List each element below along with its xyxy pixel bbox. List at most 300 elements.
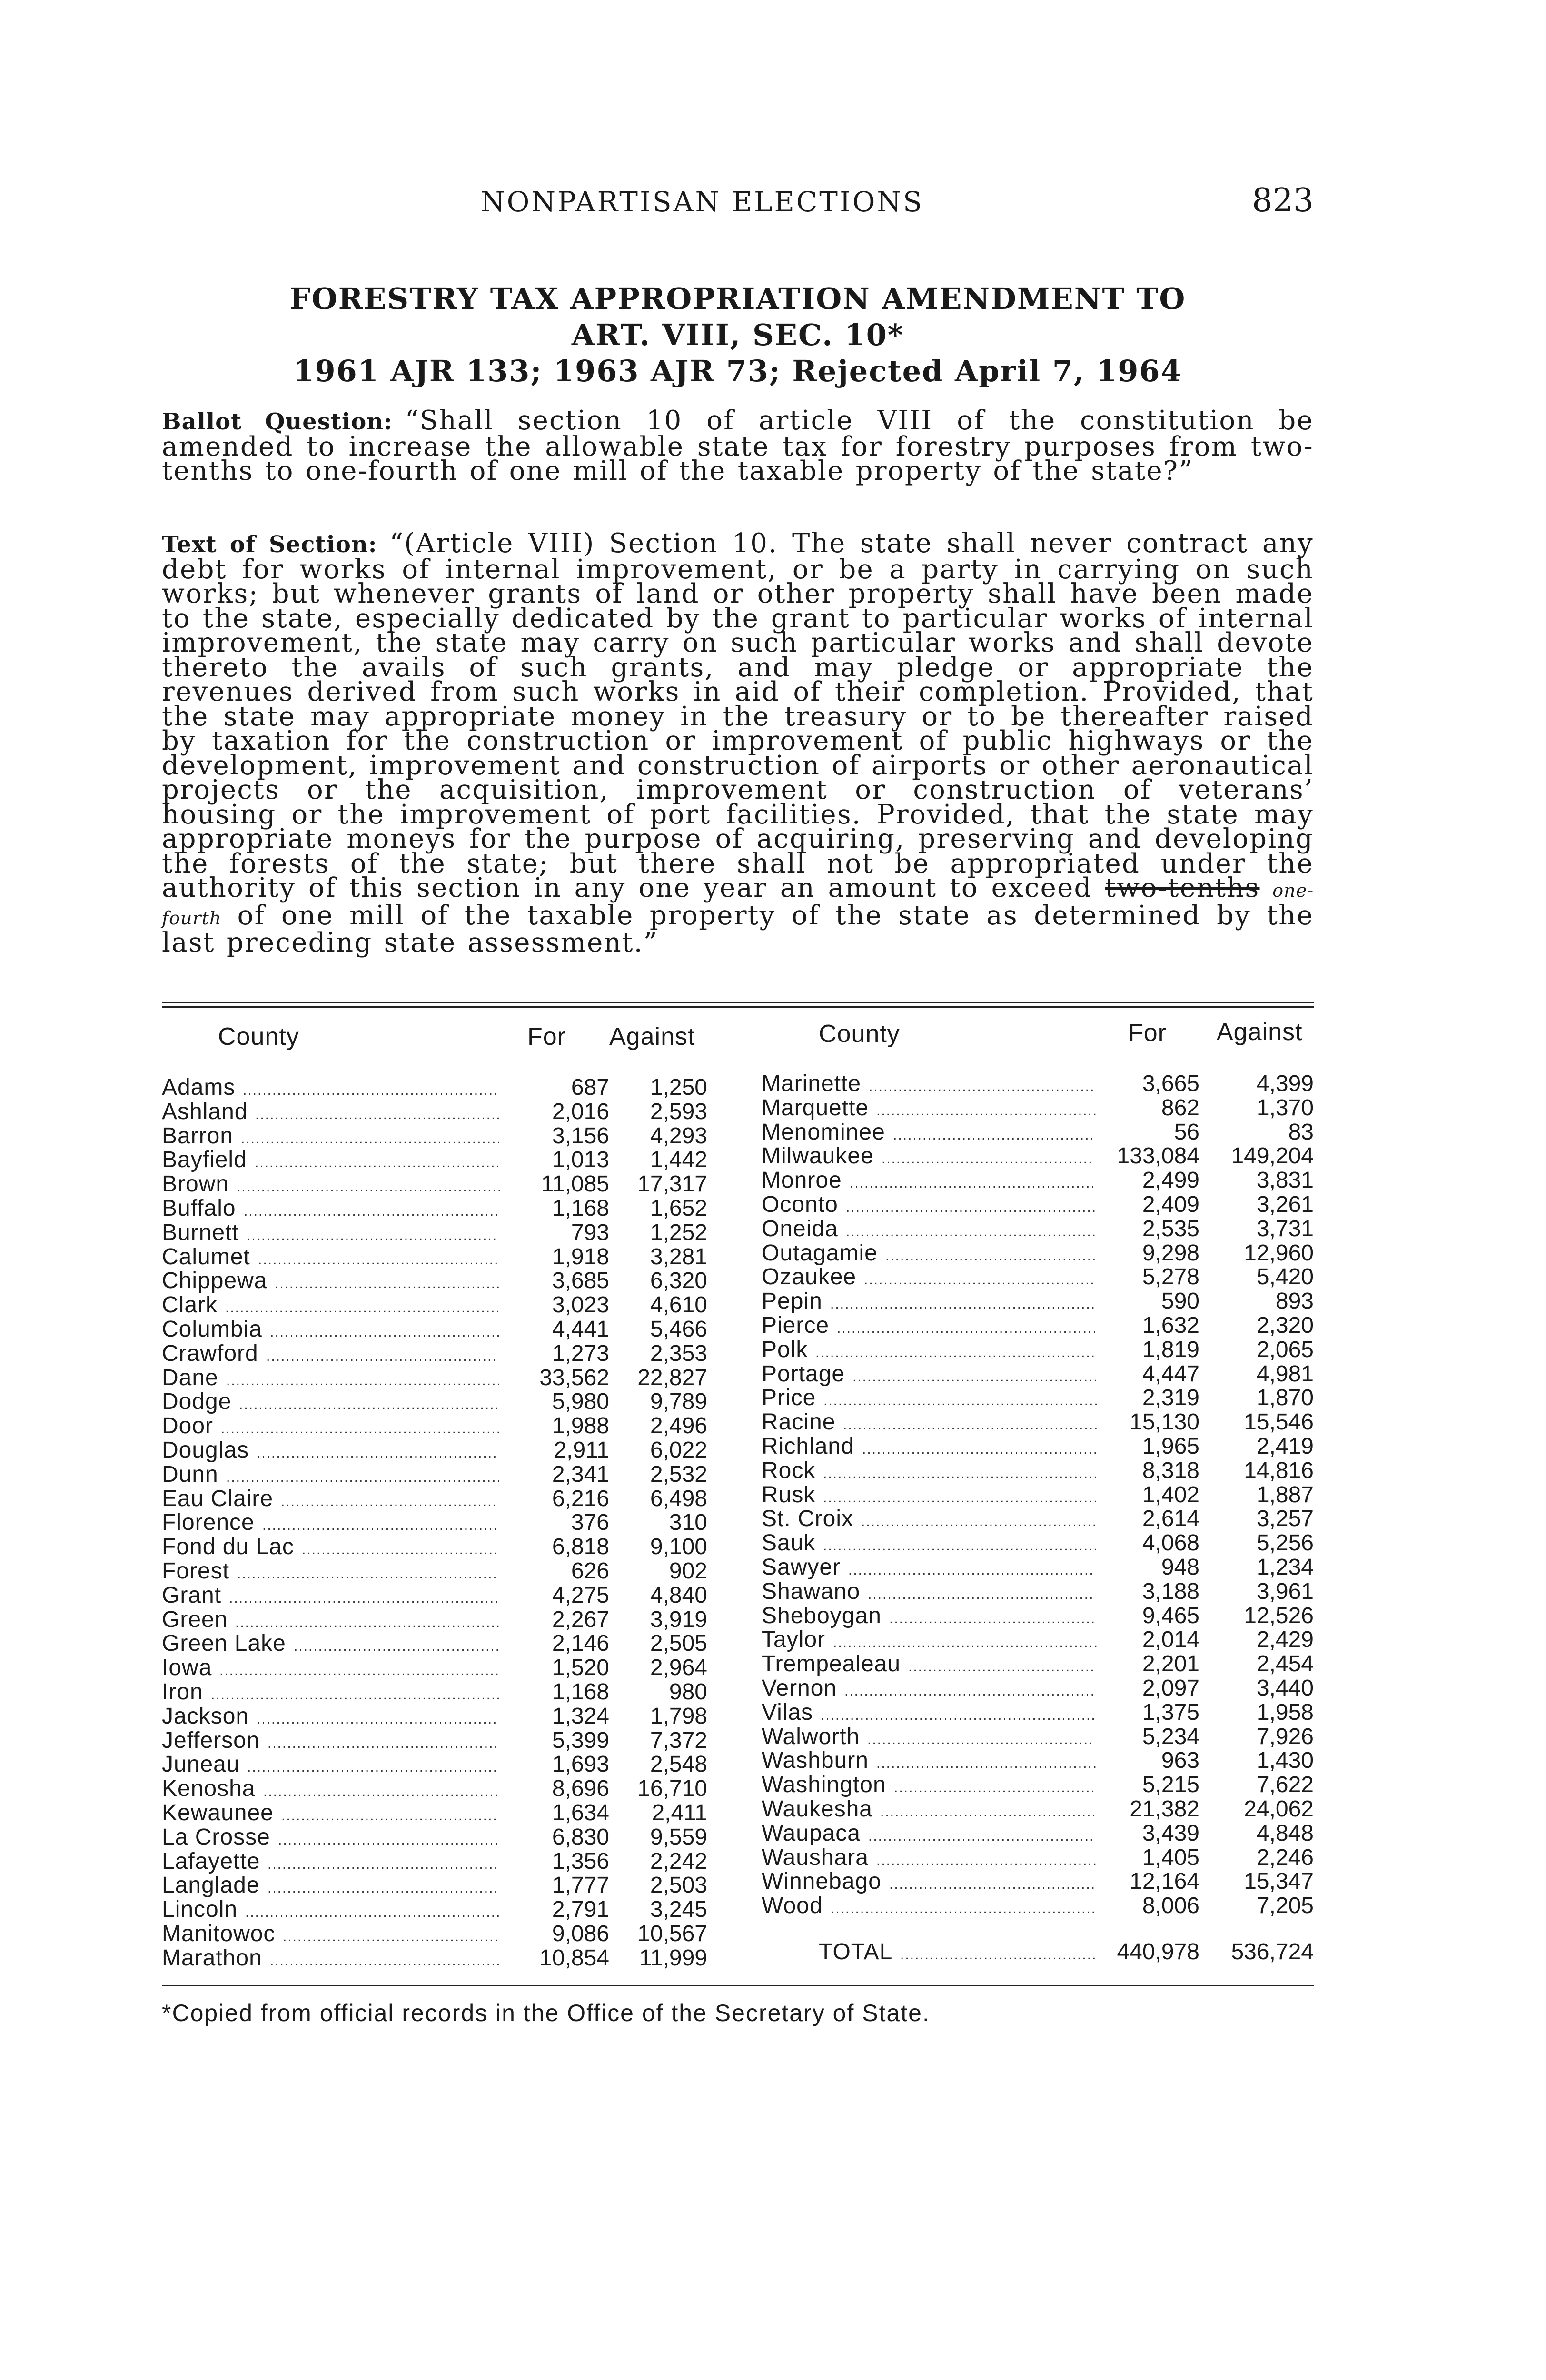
for-votes: 2,791 <box>552 1897 609 1923</box>
header-against-left: Against <box>609 1023 695 1051</box>
against-votes: 1,887 <box>1256 1482 1314 1507</box>
against-votes: 2,593 <box>650 1099 707 1124</box>
leader-dots: .............................................. <box>868 1828 1095 1844</box>
for-votes: 2,097 <box>1142 1675 1199 1701</box>
table-row <box>162 1729 723 1753</box>
table-row <box>762 1241 1314 1266</box>
leader-dots: ............................................... <box>864 1272 1095 1288</box>
for-votes: 2,614 <box>1142 1506 1199 1532</box>
leader-dots: ......................................................... <box>221 1421 502 1437</box>
for-votes: 2,201 <box>1142 1651 1199 1677</box>
header-for-left: For <box>527 1023 566 1051</box>
leader-dots: .......................................... <box>889 1610 1096 1626</box>
county-name: Monroe <box>762 1168 842 1193</box>
against-votes: 2,419 <box>1256 1433 1314 1459</box>
against-votes: 2,532 <box>650 1461 707 1487</box>
leader-dots: .............................................. <box>868 1586 1094 1602</box>
table-row <box>162 1801 723 1825</box>
against-votes: 3,919 <box>650 1606 707 1632</box>
leader-dots: ........................................... <box>885 1248 1097 1264</box>
total-for: 440,978 <box>1117 1939 1199 1964</box>
against-votes: 12,526 <box>1244 1603 1314 1628</box>
table-row <box>162 1100 723 1124</box>
against-votes: 3,245 <box>650 1897 707 1923</box>
for-votes: 15,130 <box>1130 1409 1199 1435</box>
county-name: Columbia <box>162 1316 262 1342</box>
county-name: Langlade <box>162 1873 260 1898</box>
table-row <box>162 1221 723 1245</box>
leader-dots: ........................................................ <box>823 1538 1099 1554</box>
county-name: Chippewa <box>162 1268 268 1294</box>
county-name: Milwaukee <box>762 1143 874 1169</box>
against-votes: 3,961 <box>1256 1578 1314 1604</box>
leader-dots: ....................................................... <box>229 1590 500 1606</box>
against-votes: 17,317 <box>637 1171 707 1197</box>
leader-dots: ......................................................... <box>219 1663 500 1679</box>
against-votes: 3,281 <box>650 1244 707 1269</box>
for-votes: 6,216 <box>552 1486 609 1511</box>
leader-dots: ........................................ <box>302 1542 499 1558</box>
county-name: La Crosse <box>162 1824 270 1850</box>
county-name: St. Croix <box>762 1506 854 1532</box>
table-row <box>162 1076 723 1100</box>
against-votes: 5,420 <box>1256 1264 1314 1290</box>
against-votes: 6,320 <box>650 1268 707 1294</box>
county-name: Vilas <box>762 1699 813 1725</box>
against-votes: 2,496 <box>650 1413 707 1439</box>
total-against: 536,724 <box>1231 1939 1314 1964</box>
leader-dots: ............................................... <box>268 1856 499 1872</box>
against-votes: 4,848 <box>1256 1820 1314 1846</box>
table-row <box>762 1822 1314 1846</box>
against-votes: 310 <box>669 1510 707 1536</box>
for-votes: 9,086 <box>552 1921 609 1946</box>
against-votes: 9,559 <box>650 1824 707 1850</box>
table-top-rule-inner <box>162 1006 1314 1008</box>
for-votes: 1,013 <box>552 1147 609 1173</box>
county-name: Marinette <box>762 1071 862 1096</box>
table-row <box>762 1338 1314 1362</box>
against-votes: 2,503 <box>650 1873 707 1898</box>
for-votes: 5,215 <box>1142 1772 1199 1798</box>
table-row <box>762 1773 1314 1797</box>
leader-dots: ................................................ <box>263 1784 500 1800</box>
table-row <box>162 1172 723 1197</box>
county-name: Iowa <box>162 1655 212 1681</box>
leader-dots: ................................................ <box>861 1514 1098 1530</box>
county-name: Dodge <box>162 1389 232 1415</box>
for-votes: 56 <box>1174 1119 1199 1145</box>
vote-table <box>162 1002 1314 1992</box>
leader-dots: ................................................. <box>257 1711 498 1727</box>
table-row <box>762 1652 1314 1676</box>
county-name: Brown <box>162 1171 229 1197</box>
table-row <box>762 1628 1314 1652</box>
county-name: Polk <box>762 1337 808 1362</box>
leader-dots: .............................................. <box>869 1079 1095 1094</box>
for-votes: 687 <box>571 1075 609 1100</box>
table-row <box>162 1124 723 1149</box>
table-row <box>162 1366 723 1390</box>
for-votes: 2,535 <box>1142 1216 1199 1241</box>
leader-dots: ..................................................... <box>837 1320 1098 1336</box>
against-votes: 7,622 <box>1256 1772 1314 1798</box>
struck-text: two-tenths <box>1105 873 1260 903</box>
leader-dots: ............................................... <box>268 1880 499 1896</box>
county-name: Fond du Lac <box>162 1534 294 1560</box>
county-name: Pierce <box>762 1312 830 1338</box>
leader-dots: ................................................. <box>257 1445 498 1461</box>
table-row <box>162 1946 723 1971</box>
county-name: Forest <box>162 1558 230 1584</box>
table-row <box>162 1197 723 1221</box>
leader-dots: ...................................... <box>908 1659 1095 1675</box>
table-row <box>762 1169 1314 1193</box>
county-name: Menominee <box>762 1119 885 1145</box>
for-votes: 1,168 <box>552 1679 609 1705</box>
table-bottom-rule <box>162 1985 1314 1986</box>
running-head <box>162 177 1314 225</box>
table-row <box>162 1608 723 1632</box>
leader-dots: ........................................................ <box>226 1469 502 1485</box>
leader-dots: .................................................... <box>245 1904 501 1921</box>
for-votes: 4,441 <box>552 1316 609 1342</box>
against-votes: 7,372 <box>650 1727 707 1753</box>
leader-dots: .................................................. <box>848 1562 1094 1578</box>
leader-dots: ................................................. <box>258 1251 499 1268</box>
leader-dots: .................................................... <box>244 1203 500 1219</box>
for-votes: 2,911 <box>554 1437 609 1463</box>
for-votes: 6,830 <box>552 1824 609 1850</box>
leader-dots: ...................................................... <box>237 1179 503 1195</box>
leader-dots: ...................................................... <box>830 1296 1096 1312</box>
against-votes: 1,234 <box>1256 1554 1314 1580</box>
inserted-text: one-fourth <box>162 880 1314 929</box>
county-name: Grant <box>162 1582 222 1608</box>
for-votes: 1,693 <box>552 1752 609 1777</box>
for-votes: 1,168 <box>552 1195 609 1221</box>
against-votes: 15,347 <box>1244 1869 1314 1894</box>
for-votes: 12,164 <box>1130 1869 1199 1894</box>
leader-dots: ..................................................... <box>241 1130 502 1147</box>
leader-dots: ........................................................ <box>823 1393 1099 1409</box>
against-votes: 24,062 <box>1244 1796 1314 1822</box>
leader-dots: .................................................... <box>843 1417 1099 1433</box>
for-votes: 11,085 <box>541 1171 609 1197</box>
for-votes: 3,188 <box>1142 1578 1199 1604</box>
for-votes: 4,275 <box>552 1582 609 1608</box>
table-row <box>162 1463 723 1487</box>
against-votes: 2,320 <box>1256 1312 1314 1338</box>
table-row <box>762 1894 1314 1918</box>
for-votes: 5,980 <box>552 1389 609 1415</box>
heading-line-2: ART. VIII, SEC. 10* <box>571 317 904 352</box>
for-votes: 1,988 <box>552 1413 609 1439</box>
county-name: Eau Claire <box>162 1486 274 1511</box>
leader-dots: ................................................... <box>846 1223 1097 1240</box>
county-name: Lincoln <box>162 1897 238 1923</box>
county-name: Crawford <box>162 1340 258 1366</box>
leader-dots: ............................................ <box>281 1807 498 1824</box>
header-against-right: Against <box>1217 1018 1303 1046</box>
against-votes: 980 <box>669 1679 707 1705</box>
table-row <box>162 1584 723 1608</box>
against-votes: 14,816 <box>1244 1458 1314 1483</box>
against-votes: 2,505 <box>650 1631 707 1656</box>
table-row <box>762 1556 1314 1580</box>
for-votes: 2,341 <box>552 1461 609 1487</box>
against-votes: 1,958 <box>1256 1699 1314 1725</box>
county-name: Waukesha <box>762 1796 872 1822</box>
against-votes: 2,246 <box>1256 1844 1314 1870</box>
against-votes: 4,293 <box>650 1123 707 1149</box>
county-name: Douglas <box>162 1437 249 1463</box>
against-votes: 6,498 <box>650 1486 707 1511</box>
table-row <box>162 1318 723 1342</box>
county-name: Dunn <box>162 1461 218 1487</box>
against-votes: 1,652 <box>650 1195 707 1221</box>
county-name: Marquette <box>762 1095 869 1121</box>
against-votes: 5,466 <box>650 1316 707 1342</box>
against-votes: 6,022 <box>650 1437 707 1463</box>
county-name: Wood <box>762 1893 823 1919</box>
for-votes: 10,854 <box>539 1945 609 1971</box>
for-votes: 1,918 <box>552 1244 609 1269</box>
against-votes: 3,261 <box>1256 1191 1314 1217</box>
against-votes: 11,999 <box>639 1945 707 1971</box>
leader-dots: ........................................... <box>882 1151 1093 1167</box>
table-row <box>162 1850 723 1874</box>
against-votes: 3,731 <box>1256 1216 1314 1241</box>
leader-dots: .......................................... <box>294 1638 501 1655</box>
against-votes: 1,250 <box>650 1075 707 1100</box>
against-votes: 2,411 <box>652 1800 707 1825</box>
county-name: Dane <box>162 1365 218 1390</box>
for-votes: 1,324 <box>552 1703 609 1729</box>
against-votes: 1,430 <box>1256 1748 1314 1774</box>
county-name: Trempealeau <box>762 1651 901 1677</box>
against-votes: 2,964 <box>650 1655 707 1681</box>
against-votes: 5,256 <box>1256 1530 1314 1556</box>
against-votes: 1,798 <box>650 1703 707 1729</box>
leader-dots: ................................................... <box>247 1759 498 1775</box>
table-row <box>762 1531 1314 1556</box>
for-votes: 626 <box>571 1558 609 1584</box>
leader-dots: ........................................................ <box>226 1372 502 1388</box>
table-row <box>762 1870 1314 1894</box>
leader-dots: ............................................... <box>270 1324 501 1340</box>
table-row <box>762 1580 1314 1604</box>
for-votes: 8,318 <box>1142 1458 1199 1483</box>
table-row <box>762 1846 1314 1870</box>
table-row <box>162 1632 723 1656</box>
for-votes: 862 <box>1161 1095 1199 1121</box>
against-votes: 1,442 <box>650 1147 707 1173</box>
county-name: Washington <box>762 1772 886 1798</box>
for-votes: 5,399 <box>552 1727 609 1753</box>
for-votes: 1,819 <box>1142 1337 1199 1362</box>
leader-dots: ...................................................... <box>235 1614 501 1630</box>
county-name: Ashland <box>162 1099 248 1124</box>
county-name: Outagamie <box>762 1240 878 1266</box>
against-votes: 83 <box>1288 1119 1314 1145</box>
county-name: Walworth <box>762 1724 860 1749</box>
table-row <box>162 1487 723 1511</box>
ballot-question-label: Ballot Question: <box>162 408 393 435</box>
for-votes: 4,447 <box>1142 1361 1199 1387</box>
against-votes: 2,429 <box>1256 1627 1314 1653</box>
table-row <box>762 1459 1314 1483</box>
county-name: Winnebago <box>762 1869 882 1894</box>
ballot-question-text: “Shall section 10 of article VIII of the constitution be amended to increase the allowable state tax for forestry purposes from two-tenths to one-fourth of one mill of the taxable property of the state?” <box>162 405 1314 486</box>
against-votes: 10,567 <box>637 1921 707 1946</box>
leader-dots: ............................................ <box>880 1804 1097 1820</box>
county-name: Marathon <box>162 1945 262 1971</box>
table-row <box>762 1144 1314 1169</box>
leader-dots: ............................................ <box>283 1928 499 1944</box>
for-votes: 948 <box>1161 1554 1199 1580</box>
leader-dots: ............................................. <box>278 1832 500 1848</box>
county-name: Calumet <box>162 1244 250 1269</box>
table-row <box>762 1676 1314 1701</box>
table-row <box>762 1217 1314 1241</box>
for-votes: 9,465 <box>1142 1603 1199 1628</box>
for-votes: 2,319 <box>1142 1385 1199 1411</box>
for-votes: 2,014 <box>1142 1627 1199 1653</box>
county-name: Waupaca <box>762 1820 861 1846</box>
leader-dots: .................................................. <box>852 1368 1099 1385</box>
table-row <box>762 1435 1314 1459</box>
against-votes: 149,204 <box>1231 1143 1314 1169</box>
for-votes: 1,375 <box>1142 1699 1199 1725</box>
county-name: Ozaukee <box>762 1264 857 1290</box>
table-row <box>162 1753 723 1777</box>
table-row <box>762 1507 1314 1531</box>
for-votes: 2,146 <box>552 1631 609 1656</box>
leader-dots: ................................................... <box>846 1199 1097 1215</box>
table-row <box>762 1701 1314 1725</box>
county-name: Rusk <box>762 1482 816 1507</box>
table-row <box>762 1289 1314 1314</box>
for-votes: 1,634 <box>552 1800 609 1825</box>
leader-dots: .................................................. <box>255 1155 501 1171</box>
county-name: Racine <box>762 1409 836 1435</box>
table-row <box>762 1410 1314 1435</box>
against-votes: 2,548 <box>650 1752 707 1777</box>
for-votes: 1,405 <box>1142 1844 1199 1870</box>
table-row <box>762 1483 1314 1507</box>
county-name: Juneau <box>162 1752 240 1777</box>
right-county-column <box>762 1072 1314 1964</box>
for-votes: 1,273 <box>552 1340 609 1366</box>
page-number: 823 <box>1252 182 1314 219</box>
table-row <box>162 1293 723 1318</box>
county-name: Florence <box>162 1510 255 1536</box>
leader-dots: ............................................... <box>268 1735 499 1751</box>
table-row <box>162 1342 723 1366</box>
against-votes: 2,353 <box>650 1340 707 1366</box>
against-votes: 16,710 <box>637 1776 707 1802</box>
county-name: Kewaunee <box>162 1800 274 1825</box>
leader-dots: ......................................... <box>893 1127 1095 1143</box>
for-votes: 376 <box>571 1510 609 1536</box>
table-row <box>162 1898 723 1922</box>
for-votes: 5,278 <box>1142 1264 1199 1290</box>
leader-dots: ................................................ <box>262 1517 499 1534</box>
table-row <box>162 1825 723 1850</box>
against-votes: 2,242 <box>650 1848 707 1874</box>
heading-line-1: FORESTRY TAX APPROPRIATION AMENDMENT TO <box>289 281 1186 316</box>
leader-dots: ............................................... <box>270 1953 501 1969</box>
for-votes: 3,156 <box>552 1123 609 1149</box>
county-name: Door <box>162 1413 214 1439</box>
leader-dots: ......................................................... <box>815 1344 1096 1360</box>
for-votes: 4,068 <box>1142 1530 1199 1556</box>
table-row <box>762 1725 1314 1749</box>
leader-dots: .................................................... <box>243 1082 499 1098</box>
leader-dots: ............................................. <box>876 1755 1098 1772</box>
county-name: Clark <box>162 1292 218 1318</box>
county-name: Bayfield <box>162 1147 247 1173</box>
county-name: Manitowoc <box>162 1921 276 1946</box>
leader-dots: ........................................................ <box>823 1489 1099 1506</box>
against-votes: 893 <box>1275 1289 1314 1314</box>
against-votes: 1,370 <box>1256 1095 1314 1121</box>
against-votes: 7,926 <box>1256 1724 1314 1749</box>
table-row <box>162 1705 723 1729</box>
table-row <box>762 1797 1314 1822</box>
for-votes: 9,298 <box>1142 1240 1199 1266</box>
for-votes: 3,685 <box>552 1268 609 1294</box>
for-votes: 33,562 <box>539 1365 609 1390</box>
leader-dots: .......................................... <box>889 1876 1096 1893</box>
article-heading <box>162 281 1314 389</box>
left-county-column <box>162 1076 723 1970</box>
table-row <box>162 1414 723 1438</box>
for-votes: 1,520 <box>552 1655 609 1681</box>
for-votes: 1,356 <box>552 1848 609 1874</box>
table-row <box>162 1680 723 1705</box>
footnote: *Copied from official records in the Office of the Secretary of State. <box>162 2000 930 2026</box>
for-votes: 21,382 <box>1130 1796 1199 1822</box>
for-votes: 2,267 <box>552 1606 609 1632</box>
ballot-question <box>162 405 1314 486</box>
header-county-right: County <box>819 1020 900 1048</box>
table-row <box>162 1922 723 1946</box>
for-votes: 5,234 <box>1142 1724 1199 1749</box>
table-row <box>162 1148 723 1172</box>
county-name: Barron <box>162 1123 234 1149</box>
county-name: Waushara <box>762 1844 869 1870</box>
leader-dots: ............................................... <box>266 1348 497 1364</box>
against-votes: 15,546 <box>1244 1409 1314 1435</box>
table-row <box>162 1559 723 1584</box>
table-row <box>762 1121 1314 1145</box>
against-votes: 1,870 <box>1256 1385 1314 1411</box>
against-votes: 902 <box>669 1558 707 1584</box>
leader-dots: .............................................. <box>275 1276 501 1292</box>
table-row <box>162 1874 723 1898</box>
leader-dots: ..................................................... <box>239 1397 500 1413</box>
leader-dots: ............................................ <box>281 1493 497 1509</box>
total-row <box>762 1940 1314 1964</box>
for-votes: 8,006 <box>1142 1893 1199 1919</box>
leader-dots: ......................................... <box>894 1780 1096 1796</box>
county-name: Taylor <box>762 1627 826 1653</box>
total-spacer <box>762 1918 1314 1940</box>
text-of-section <box>162 528 1314 958</box>
against-votes: 7,205 <box>1256 1893 1314 1919</box>
